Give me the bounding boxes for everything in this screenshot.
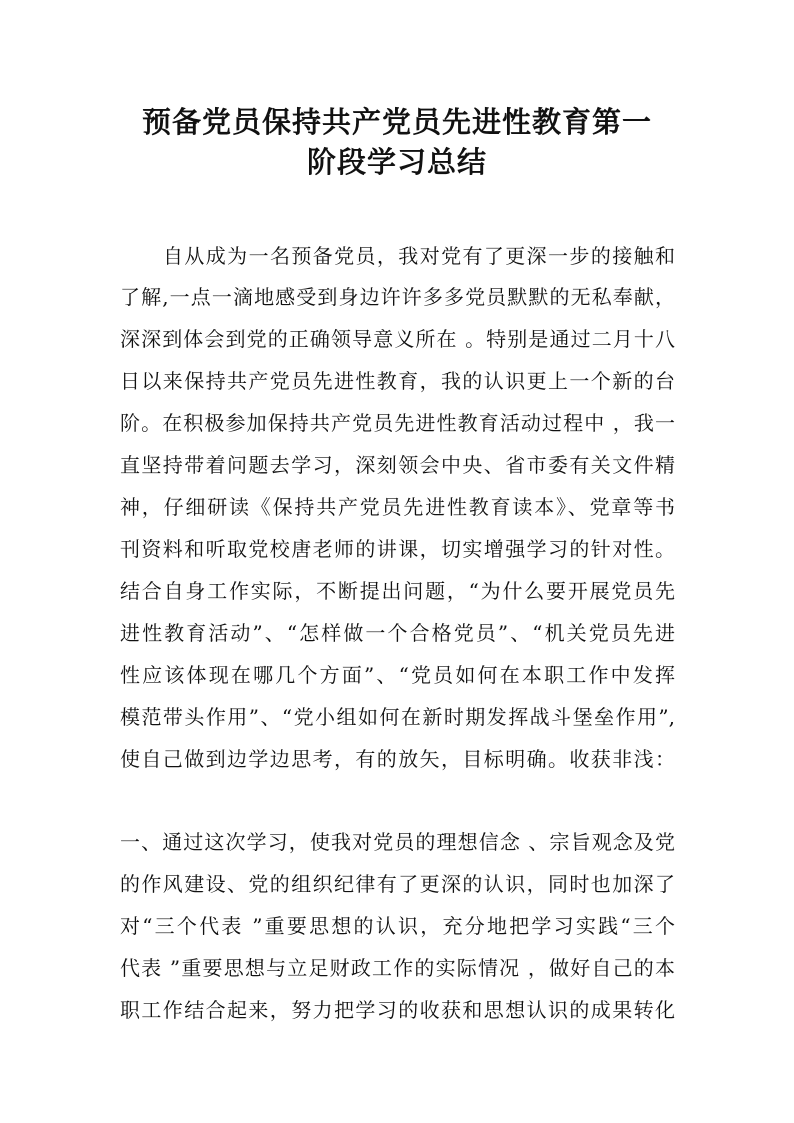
paragraph-2-line-1: 一、通过这次学习，使我对党员的理想信念 、宗旨观念及党 xyxy=(120,830,675,854)
paragraph-1-line-6: 直坚持带着问题去学习，深刻领会中央、省市委有关文件精 xyxy=(120,453,675,477)
paragraph-1-line-2: 了解,一点一滴地感受到身边许许多多党员默默的无私奉献， xyxy=(120,285,675,309)
paragraph-2-line-3: 对“三个代表 ”重要思想的认识，充分地把学习实践“三个 xyxy=(120,914,675,938)
paragraph-2-line-4: 代表 ”重要思想与立足财政工作的实际情况 ，做好自己的本 xyxy=(120,956,675,980)
document-title-line-1: 预备党员保持共产党员先进性教育第一 xyxy=(141,105,652,139)
paragraph-1-line-8: 刊资料和听取党校唐老师的讲课，切实增强学习的针对性。 xyxy=(120,537,675,561)
paragraph-1-line-13: 使自己做到边学边思考，有的放矢，目标明确。收获非浅： xyxy=(120,747,675,771)
paragraph-1-line-12: 模范带头作用”、“党小组如何在新时期发挥战斗堡垒作用”, xyxy=(120,705,675,729)
paragraph-2-line-2: 的作风建设、党的组织纪律有了更深的认识，同时也加深了 xyxy=(120,872,675,896)
document-title-line-2: 阶段学习总结 xyxy=(306,145,487,179)
paragraph-1-line-4: 日以来保持共产党员先进性教育，我的认识更上一个新的台 xyxy=(120,369,675,393)
paragraph-1-line-9: 结合自身工作实际，不断提出问题，“为什么要开展党员先 xyxy=(120,579,675,603)
paragraph-1-line-7: 神，仔细研读《保持共产党员先进性教育读本》、党章等书 xyxy=(120,495,675,519)
paragraph-1-line-3: 深深到体会到党的正确领导意义所在 。特别是通过二月十八 xyxy=(120,327,675,351)
paragraph-1-line-10: 进性教育活动”、“怎样做一个合格党员”、“机关党员先进 xyxy=(120,621,675,645)
paragraph-1-line-11: 性应该体现在哪几个方面”、“党员如何在本职工作中发挥 xyxy=(120,663,675,687)
paragraph-2-line-5: 职工作结合起来，努力把学习的收获和思想认识的成果转化 xyxy=(120,998,675,1022)
paragraph-1-line-1: 自从成为一名预备党员，我对党有了更深一步的接触和 xyxy=(163,244,675,268)
paragraph-1-line-5: 阶。在积极参加保持共产党员先进性教育活动过程中 ，我一 xyxy=(120,411,675,435)
